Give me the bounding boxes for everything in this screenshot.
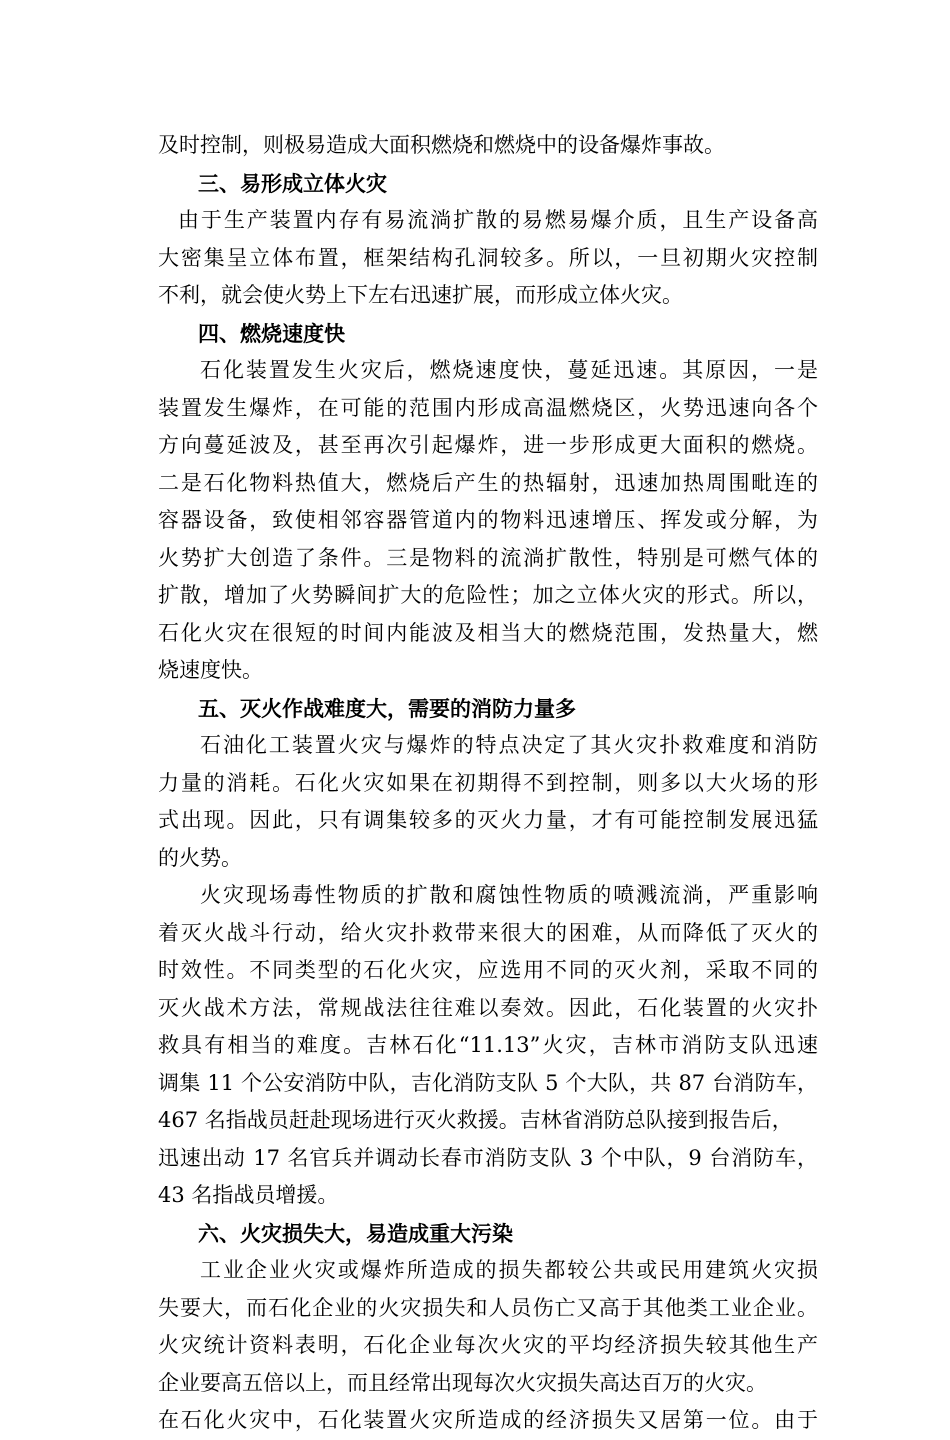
text-line: 石化装置发生火灾后，燃烧速度快，蔓延迅速。其原因，一是 <box>200 358 818 382</box>
text-line: 由于生产装置内存有易流淌扩散的易燃易爆介质，且生产设备高 <box>178 208 818 232</box>
text-line: 火势扩大创造了条件。三是物料的流淌扩散性，特别是可燃气体的 <box>158 545 818 570</box>
text-line: 工业企业火灾或爆炸所造成的损失都较公共或民用建筑火灾损 <box>200 1258 818 1282</box>
section-heading: 六、火灾损失大，易造成重大污染 <box>198 1220 513 1246</box>
section-heading: 四、燃烧速度快 <box>198 320 345 346</box>
text-line: 装置发生爆炸，在可能的范围内形成高温燃烧区，火势迅速向各个 <box>158 395 818 420</box>
text-line: 迅速出动 17 名官兵并调动长春市消防支队 3 个中队，9 台消防车， <box>158 1145 818 1170</box>
text-line: 式出现。因此，只有调集较多的灭火力量，才有可能控制发展迅猛 <box>158 808 818 832</box>
text-line: 在石化火灾中，石化装置火灾所造成的经济损失又居第一位。由于 <box>158 1408 818 1432</box>
text-line: 及时控制，则极易造成大面积燃烧和燃烧中的设备爆炸事故。 <box>158 133 725 157</box>
text-line: 企业要高五倍以上，而且经常出现每次火灾损失高达百万的火灾。 <box>158 1370 767 1395</box>
text-line: 不利，就会使火势上下左右迅速扩展，而形成立体火灾。 <box>158 283 683 307</box>
text-line: 467 名指战员赶赴现场进行灭火救援。吉林省消防总队接到报告后， <box>158 1108 793 1132</box>
text-line: 火灾现场毒性物质的扩散和腐蚀性物质的喷溅流淌，严重影响 <box>200 883 818 907</box>
section-heading: 五、灭火作战难度大，需要的消防力量多 <box>198 695 576 721</box>
text-line: 容器设备，致使相邻容器管道内的物料迅速增压、挥发或分解，为 <box>158 508 818 532</box>
text-line: 大密集呈立体布置，框架结构孔洞较多。所以，一旦初期火灾控制 <box>158 245 818 270</box>
text-line: 的火势。 <box>158 845 242 870</box>
document-body <box>158 127 818 1440</box>
text-line: 烧速度快。 <box>158 658 263 682</box>
text-line: 着灭火战斗行动，给火灾扑救带来很大的困难，从而降低了灭火的 <box>158 920 818 945</box>
section-heading: 三、易形成立体火灾 <box>198 170 387 196</box>
text-line: 时效性。不同类型的石化火灾，应选用不同的灭火剂，采取不同的 <box>158 958 818 982</box>
text-line: 调集 11 个公安消防中队，吉化消防支队 5 个大队，共 87 台消防车， <box>158 1070 818 1095</box>
text-line: 救具有相当的难度。吉林石化“11.13”火灾，吉林市消防支队迅速 <box>158 1033 818 1057</box>
text-line: 方向蔓延波及，甚至再次引起爆炸，进一步形成更大面积的燃烧。 <box>158 433 818 457</box>
text-line: 43 名指战员增援。 <box>158 1183 339 1207</box>
text-line: 失要大，而石化企业的火灾损失和人员伤亡又高于其他类工业企业。 <box>158 1295 818 1320</box>
text-line: 二是石化物料热值大，燃烧后产生的热辐射，迅速加热周围毗连的 <box>158 470 818 495</box>
text-line: 灭火战术方法，常规战法往往难以奏效。因此，石化装置的火灾扑 <box>158 995 818 1020</box>
text-line: 力量的消耗。石化火灾如果在初期得不到控制，则多以大火场的形 <box>158 770 818 795</box>
text-line: 石油化工装置火灾与爆炸的特点决定了其火灾扑救难度和消防 <box>200 733 818 757</box>
text-line: 火灾统计资料表明，石化企业每次火灾的平均经济损失较其他生产 <box>158 1333 818 1357</box>
text-line: 扩散，增加了火势瞬间扩大的危险性；加之立体火灾的形式。所以， <box>158 583 818 607</box>
text-line: 石化火灾在很短的时间内能波及相当大的燃烧范围，发热量大，燃 <box>158 620 818 645</box>
